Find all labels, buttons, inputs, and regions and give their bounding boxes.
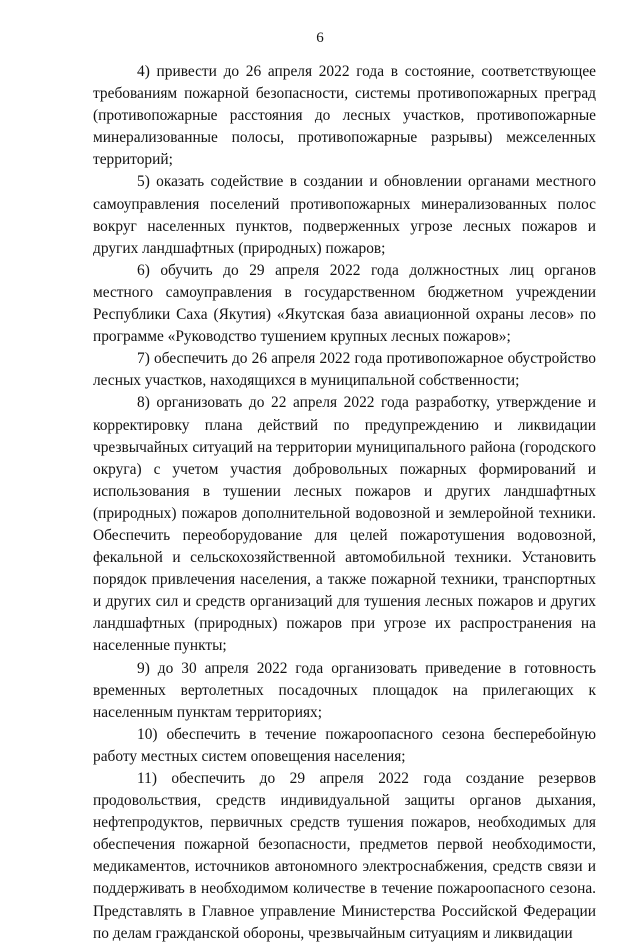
paragraph-item-6: 6) обучить до 29 апреля 2022 года должностных лиц органов местного самоуправления в государственном бюджетном учреждении Республики Саха (Якутия) «Якутская база авиационной охраны лесов» по программе «Руководство тушением крупных лесных пожаров»; xyxy=(93,261,596,346)
paragraph-item-9: 9) до 30 апреля 2022 года организовать приведение в готовность временных вертолетных посадочных площадок на прилегающих к населенным пунктам территориях; xyxy=(93,659,596,721)
paragraph-item-7: 7) обеспечить до 26 апреля 2022 года противопожарное обустройство лесных участков, находящихся в муниципальной собственности; xyxy=(93,350,596,390)
page-number: 6 xyxy=(316,30,324,46)
paragraph-item-11: 11) обеспечить до 29 апреля 2022 года создание резервов продовольствия, средств индивидуальной защиты органов дыхания, нефтепродуктов, первичных средств тушения пожаров, необходимых для обеспечения пожарной безопасности, предметов первой необходимости, медикаментов, источников автономного электроснабжения, средств связи и поддерживать в необходимом количестве в течение пожароопасного сезона. Представлять в Главное управление Министерства Российской Федерации по делам гражданской обороны, чрезвычайным ситуациям и ликвидации xyxy=(93,770,596,942)
document-body xyxy=(93,61,596,945)
paragraph-item-4: 4) привести до 26 апреля 2022 года в состояние, соответствующее требованиям пожарной безопасности, системы противопожарных преград (противопожарные расстояния до лесных участков, противопожарные минерализованные полосы, противопожарные разрывы) межселенных территорий; xyxy=(93,63,596,169)
paragraph-item-5: 5) оказать содействие в создании и обновлении органами местного самоуправления поселений противопожарных минерализованных полос вокруг населенных пунктов, подверженных угрозе лесных пожаров и других ландшафтных (природных) пожаров; xyxy=(93,173,596,257)
paragraph-item-8: 8) организовать до 22 апреля 2022 года разработку, утверждение и корректировку плана действий по предупреждению и ликвидации чрезвычайных ситуаций на территории муниципального района (городского округа) с учетом участия добровольных пожарных формирований и использования в тушении лесных пожаров и других ландшафтных (природных) пожаров дополнительной водовозной и землеройной техники. Обеспечить переоборудование для целей пожаротушения водовозной, фекальной и сельскохозяйственной автомобильной техники. Установить порядок привлечения населения, а также пожарной техники, транспортных и других сил и средств организаций для тушения лесных пожаров и других ландшафтных (природных) пожаров при угрозе их распространения на населенные пункты; xyxy=(93,394,596,655)
paragraph-item-10: 10) обеспечить в течение пожароопасного сезона бесперебойную работу местных систем оповещения населения; xyxy=(93,725,596,765)
